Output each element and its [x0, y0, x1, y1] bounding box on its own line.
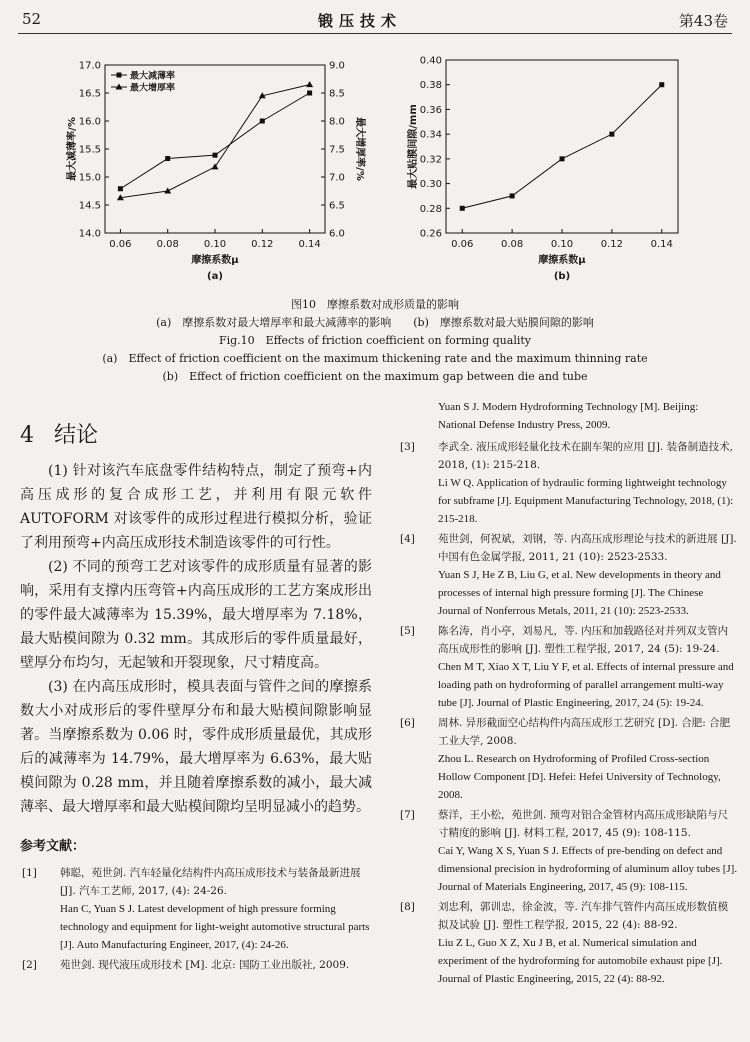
y-tick-label: 17.0: [78, 60, 101, 72]
y2-tick-label: 8.0: [329, 116, 345, 128]
y-tick-label: 14.5: [78, 200, 101, 212]
y-tick-label: 15.0: [78, 172, 101, 184]
reference-number: [4]: [400, 533, 415, 545]
reference-en: Li W Q. Application of hydraulic forming lightweight technology for subframe [J]. Equipment Manufacturing Technology, 2018, (1): 215-218.: [438, 477, 734, 525]
data-point: [609, 132, 614, 137]
reference-cn: 蔡洋，王小松，苑世剑. 预弯对铝合金管材内高压成形缺陷与尺寸精度的影响 [J]. 材料工程, 2017, 45 (9): 108-115.: [438, 809, 729, 839]
reference-number: [1]: [22, 867, 37, 879]
data-point: [306, 81, 313, 87]
y-tick-label: 15.5: [78, 144, 101, 156]
references-heading: 参考文献：: [20, 839, 86, 854]
x-tick-label: 0.06: [451, 239, 474, 250]
conclusion-paragraph: (3) 在内高压成形时，模具表面与管件之间的摩擦系数大小对成形后的零件壁厚分布和最大贴模间隙影响显著。当摩擦系数为 0.06 时，零件成形质量最优，其成形后的减薄率为 14.79%，最大增厚率为 6.63%，最大贴模间隙为 0.28 mm，并且随着摩擦系数的减小，最大减薄率、最大增厚率和最大贴模间隙均呈明显减小的趋势。: [20, 679, 372, 815]
reference-cn: 李武全. 液压成形轻量化技术在副车架的应用 [J]. 装备制造技术, 2018, (1): 215-218.: [438, 441, 733, 471]
data-point: [118, 186, 123, 191]
reference-number: [2]: [22, 959, 37, 971]
x-tick-label: 0.12: [251, 239, 274, 250]
x-tick-label: 0.14: [650, 239, 673, 250]
right-column: [398, 398, 738, 990]
series-line: [462, 85, 662, 209]
y2-tick-label: 7.0: [329, 172, 345, 184]
data-point: [260, 119, 265, 124]
figure-subcaption-cn: (a) 摩擦系数对最大增厚率和最大减薄率的影响 (b) 摩擦系数对最大贴膜间隙的影响: [156, 316, 594, 329]
x-tick-label: 0.10: [550, 239, 574, 250]
reference-number: [3]: [400, 441, 415, 453]
section-title: 结论: [54, 423, 99, 448]
data-point: [213, 153, 218, 158]
data-point: [560, 156, 565, 161]
reference-en: Yuan S J. Modern Hydroforming Technology [M]. Beijing: National Defense Industry Press, 2009.: [438, 401, 699, 431]
panel-label: (b): [553, 271, 571, 282]
figure-subcaption-en-b: (b) Effect of friction coefficient on the maximum gap between die and tube: [162, 370, 588, 383]
data-point: [165, 156, 170, 161]
plot-frame: [446, 60, 678, 233]
reference-entry: [20, 864, 372, 954]
section-heading: [20, 418, 372, 449]
reference-list-left: [20, 864, 372, 974]
reference-en: Cai Y, Wang X S, Yuan S J. Effects of pre-bending on defect and dimensional precision in hydroforming of aluminum alloy tubes [J]. Journal of Materials Engineering, 2017, 45 (9): 108-115.: [438, 845, 738, 893]
page-number: 52: [22, 10, 42, 28]
y-tick-label: 0.40: [419, 55, 442, 67]
journal-title: 锻压技术: [318, 12, 403, 30]
conclusion-paragraph: (2) 不同的预弯工艺对该零件的成形质量有显著的影响，采用有支撑内压弯管+内高压成形的工艺方案成形出的零件最大减薄率为 15.39%，最大增厚率为 7.18%，最大贴模间隙为 0.32 mm。其成形后的零件质量最好，壁厚分布均匀，无起皱和开裂现象，尺寸精度高。: [20, 559, 372, 671]
y-tick-label: 0.28: [419, 203, 442, 215]
reference-en: Liu Z L, Guo X Z, Xu J B, et al. Numerical simulation and experiment of the hydroforming for automobile exhaust pipe [J]. Journal of Plastic Engineering, 2015, 22 (4): 88-92.: [438, 937, 723, 985]
x-axis-label: 摩擦系数μ: [538, 255, 586, 266]
reference-entry: [398, 898, 738, 988]
y2-tick-label: 6.5: [329, 200, 345, 212]
reference-cn: 刘忠利，郭训忠，徐金波，等. 汽车排气管件内高压成形数值模拟及试验 [J]. 塑性工程学报, 2015, 22 (4): 88-92.: [438, 901, 729, 931]
y-tick-label: 0.36: [419, 104, 442, 116]
chart-b: [390, 50, 710, 290]
x-tick-label: 0.12: [600, 239, 624, 250]
y-tick-label: 0.38: [419, 80, 442, 92]
x-tick-label: 0.06: [109, 239, 132, 250]
y2-tick-label: 6.0: [329, 228, 345, 240]
y2-tick-label: 7.5: [329, 144, 345, 156]
y-axis-label: 最大贴膜间隙/mm: [408, 104, 419, 189]
reference-list-right: [398, 438, 738, 988]
reference-number: [7]: [400, 809, 415, 821]
reference-cn: 韩聪，苑世剑. 汽车轻量化结构件内高压成形技术与装备最新进展 [J]. 汽车工艺师, 2017, (4): 24-26.: [60, 867, 361, 897]
conclusion-paragraph: (1) 针对该汽车底盘零件结构特点，制定了预弯+内高压成形的复合成形工艺，并利用有限元软件 AUTOFORM 对该零件的成形过程进行模拟分析，验证了利用预弯+内高压成形技术制造该零件的可行性。: [20, 463, 372, 551]
reference-en: Yuan S J, He Z B, Liu G, et al. New developments in theory and processes of internal high pressure forming [J]. The Chinese Journal of Nonferrous Metals, 2011, 21 (10): 2523-2533.: [438, 569, 721, 617]
y-axis-label: 最大减薄率/%: [67, 117, 78, 181]
left-column: [20, 398, 372, 976]
data-point: [510, 193, 515, 198]
reference-cn: 苑世剑. 现代液压成形技术 [M]. 北京: 国防工业出版社, 2009.: [60, 959, 350, 971]
figure-caption-en: Fig.10 Effects of friction coefficient on forming quality: [218, 334, 531, 347]
y-tick-label: 16.5: [78, 88, 101, 100]
reference-number: [5]: [400, 625, 415, 637]
figure-subcaption-en-a: (a) Effect of friction coefficient on the maximum thickening rate and the maximum thinning rate: [102, 352, 648, 365]
x-tick-label: 0.10: [203, 239, 227, 250]
reference-cn: 苑世剑，何祝斌，刘钢，等. 内高压成形理论与技术的新进展 [J]. 中国有色金属学报, 2011, 21 (10): 2523-2533.: [438, 533, 737, 563]
reference-entry: [20, 956, 372, 974]
x-tick-label: 0.08: [500, 239, 524, 250]
reference-entry: [398, 438, 738, 528]
header-rule: [18, 33, 732, 34]
y2-tick-label: 9.0: [329, 60, 345, 72]
reference-number: [8]: [400, 901, 415, 913]
data-point: [212, 163, 219, 169]
data-point: [659, 82, 664, 87]
reference-en: Zhou L. Research on Hydroforming of Profiled Cross-section Hollow Component [D]. Hefei: Hefei University of Technology, 2008.: [438, 753, 721, 801]
x-tick-label: 0.14: [298, 239, 321, 250]
y2-tick-label: 8.5: [329, 88, 345, 100]
figure-captions: [0, 296, 750, 386]
x-tick-label: 0.08: [156, 239, 179, 250]
y-tick-label: 14.0: [78, 228, 101, 240]
data-point: [460, 206, 465, 211]
reference-continuation: [398, 398, 738, 434]
chart-a: [40, 50, 380, 290]
y-tick-label: 0.34: [419, 129, 442, 141]
reference-cn: 陈名涛，肖小亭，刘易凡，等. 内压和加载路径对并列双支管内高压成形性的影响 [J]. 塑性工程学报, 2017, 24 (5): 19-24.: [438, 625, 729, 655]
data-point: [307, 91, 312, 96]
data-point: [164, 188, 171, 194]
legend-label: 最大增厚率: [130, 83, 176, 94]
reference-en: Chen M T, Xiao X T, Liu Y F, et al. Effects of internal pressure and loading path on hydroforming of parallel arrangement multi-way tube [J]. Journal of Plastic Engineering, 2017, 24 (5): 19-24.: [438, 661, 734, 709]
volume-label: 第43卷: [678, 12, 728, 30]
x-axis-label: 摩擦系数μ: [191, 255, 239, 266]
series-line: [120, 93, 309, 189]
y-tick-label: 0.30: [419, 179, 442, 191]
y-tick-label: 0.32: [419, 154, 442, 166]
legend-label: 最大减薄率: [130, 71, 176, 82]
series-line: [120, 85, 309, 198]
reference-cn: 周林. 异形截面空心结构件内高压成形工艺研究 [D]. 合肥: 合肥工业大学, 2008.: [438, 717, 731, 747]
page-header: [0, 0, 750, 36]
reference-entry: [398, 806, 738, 896]
y-tick-label: 0.26: [419, 228, 442, 240]
reference-entry: [398, 714, 738, 804]
y2-axis-label: 最大增厚率/%: [354, 117, 365, 181]
reference-number: [6]: [400, 717, 415, 729]
reference-en: Han C, Yuan S J. Latest development of high pressure forming technology and equipment for light-weight automotive structural parts [J]. Auto Manufacturing Engineer, 2017, (4): 24-26.: [60, 903, 370, 951]
panel-label: (a): [207, 271, 223, 282]
reference-entry: [398, 530, 738, 620]
y-tick-label: 16.0: [78, 116, 101, 128]
section-number: 4: [20, 423, 34, 448]
figure-caption-cn: 图10 摩擦系数对成形质量的影响: [291, 298, 459, 311]
legend-marker: [117, 73, 122, 78]
reference-entry: [398, 622, 738, 712]
